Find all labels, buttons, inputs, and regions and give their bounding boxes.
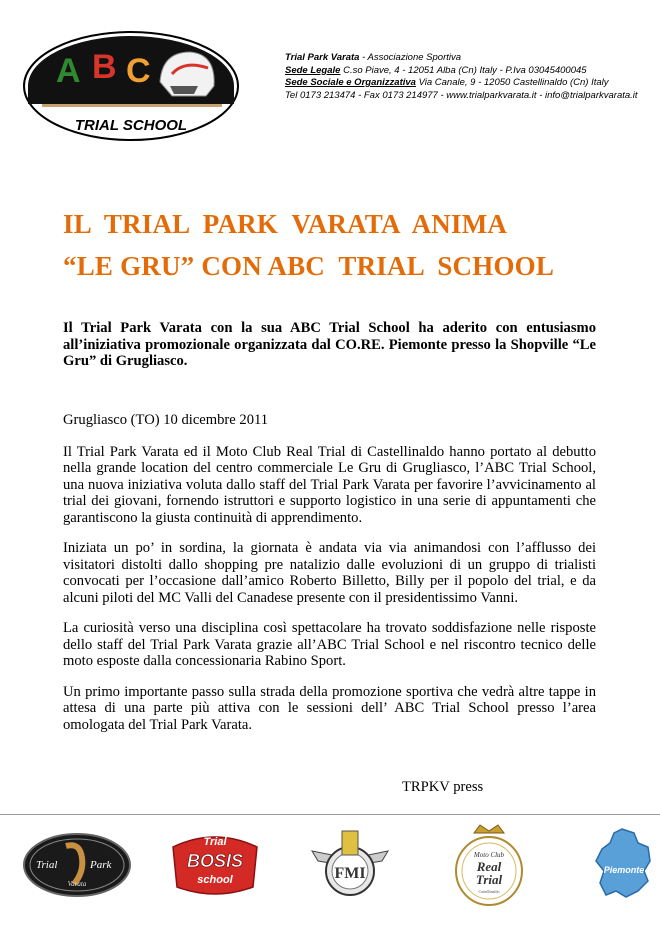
abc-trial-school-logo <box>22 30 240 142</box>
logo-letter-b: B <box>92 48 117 86</box>
trial-bosis-logo <box>165 827 265 899</box>
logo-caption: TRIAL SCHOOL <box>74 117 188 134</box>
tpv-line2: Park <box>90 859 112 871</box>
sede-legale-text: C.so Piave, 4 - 12051 Alba (Cn) Italy - P.Iva 03045400045 <box>340 64 587 76</box>
fmi-text: FMI <box>334 865 366 882</box>
sede-sociale-label: Sede Sociale e Organizzativa <box>285 77 416 88</box>
signature: TRPKV press <box>402 779 484 795</box>
mcrt-line1: Moto Club <box>473 851 505 859</box>
fmi-logo <box>308 825 392 905</box>
sede-sociale-line <box>285 77 638 90</box>
dateline: Grugliasco (TO) 10 dicembre 2011 <box>63 412 269 428</box>
contacts-line: Tel 0173 213474 - Fax 0173 214977 - www.trialparkvarata.it - info@trialparkvarata.it <box>285 89 638 101</box>
bosis-line3: school <box>197 874 233 886</box>
tpv-line3: Varata <box>67 880 87 888</box>
body-paragraph-4: Un primo importante passo sulla strada della promozione sportiva che vedrà altre tappe in attesa di una parte più attiva con le sessioni dell’ ABC Trial School presso l’area omologata del Trial Park Varata. <box>63 683 596 733</box>
title-line-2: “LE GRU” CON ABC TRIAL SCHOOL <box>63 251 555 281</box>
mcrt-line2: Real <box>476 859 502 874</box>
sede-sociale-text: Via Canale, 9 - 12050 Castellinaldo (Cn) Italy <box>415 77 609 88</box>
tpv-line1: Trial <box>36 859 58 871</box>
piemonte-logo <box>592 825 654 901</box>
org-name: Trial Park Varata <box>285 52 360 63</box>
page-title <box>63 203 554 287</box>
mcrt-line4: Castellinaldo <box>478 889 500 894</box>
piemonte-text: Piemonte <box>603 865 645 875</box>
bosis-line1: Trial <box>203 836 227 848</box>
sede-legale-line <box>285 65 638 78</box>
bosis-line2: BOSIS <box>186 851 244 871</box>
intro-paragraph: Il Trial Park Varata con la sua ABC Trial School ha aderito con entusiasmo all’iniziativa promozionale organizzata dal CO.RE. Piemonte presso la Shopville “Le Gru” di Grugliasco. <box>63 320 596 369</box>
trial-park-varata-logo <box>22 832 132 898</box>
moto-club-real-trial-logo <box>452 821 526 909</box>
body-paragraph-2: Iniziata un po’ in sordina, la giornata è andata via via animandosi con l’afflusso dei visitatori distolti dallo shopping pre natalizio dalle evoluzioni di un gruppo di trialisti convocati per l’occasione dall’amico Roberto Billetto, Billy per il popolo del trial, e da alcuni piloti del MC Valli del Canadese presente con il presidentissimo Vanni. <box>63 540 596 606</box>
mcrt-line3: Trial <box>475 872 503 887</box>
body-paragraph-3: La curiosità verso una disciplina così spettacolare ha trovato soddisfazione nelle risposte dello staff del Trial Park Varata grazie all’ABC Trial School e nel riscontro tecnico delle moto esposte dalla concessionaria Rabino Sport. <box>63 620 596 669</box>
logo-letter-c: C <box>126 52 151 90</box>
org-line <box>285 52 638 65</box>
logo-letter-a: A <box>56 52 81 90</box>
association-info <box>285 52 638 102</box>
sede-legale-label: Sede Legale <box>285 64 341 76</box>
title-line-1: IL TRIAL PARK VARATA ANIMA <box>63 209 508 239</box>
footer-logos <box>0 815 660 915</box>
article-body <box>63 412 596 747</box>
body-paragraph-1: Il Trial Park Varata ed il Moto Club Real Trial di Castellinaldo hanno portato al debutto nella grande location del centro commerciale Le Gru di Grugliasco, l’ABC Trial School, una nuova iniziativa voluta dallo staff del Trial Park Varata per favorire l’avvicinamento al trial dei giovani, fornendo istruttori e supporto logistico in una serie di appuntamenti che garantiscono la giusta continuità di apprendimento. <box>63 443 596 526</box>
org-type: - Associazione Sportiva <box>359 52 462 63</box>
